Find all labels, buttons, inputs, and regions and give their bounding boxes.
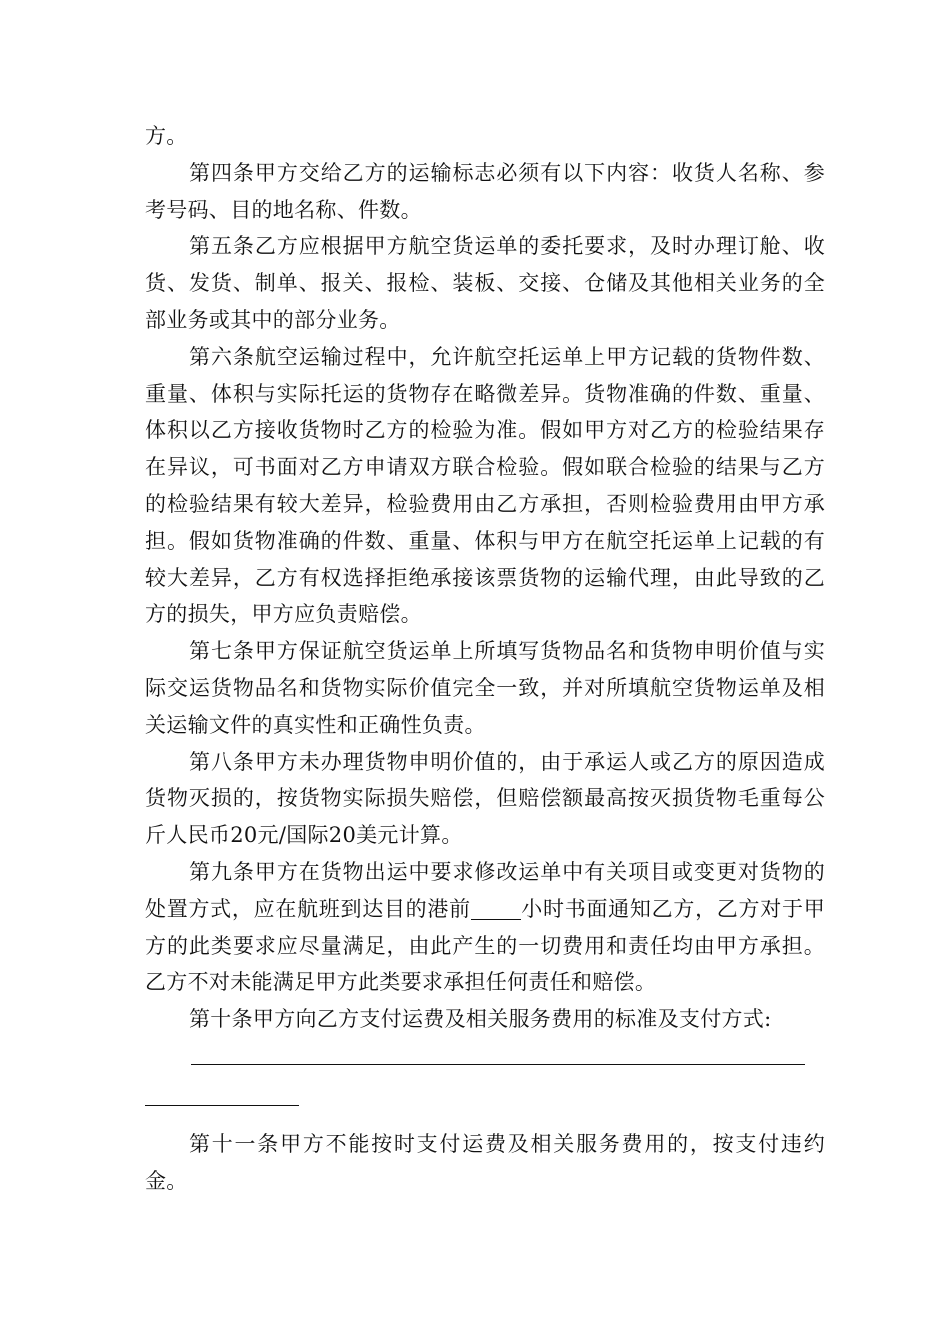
article-5: 第五条乙方应根据甲方航空货运单的委托要求，及时办理订舱、收货、发货、制单、报关、报检、装板、交接、仓储及其他相关业务的全部业务或其中的部分业务。 [145,234,825,332]
article-8: 第八条甲方未办理货物申明价值的，由于承运人或乙方的原因造成货物灭损的，按货物实际损失赔偿，但赔偿额最高按灭损货物毛重每公斤人民币20元/国际20美元计算。 [145,749,825,848]
article-4: 第四条甲方交给乙方的运输标志必须有以下内容：收货人名称、参考号码、目的地名称、件数。 [145,160,825,222]
fill-in-line-2 [145,1105,299,1106]
article-10: 第十条甲方向乙方支付运费及相关服务费用的标准及支付方式: [189,1007,772,1032]
paragraph-continuation: 方。 [145,124,188,148]
hours-blank [471,899,521,920]
article-7: 第七条甲方保证航空货运单上所填写货物品名和货物申明价值与实际交运货物品名和货物实际价值完全一致，并对所填航空货物运单及相关运输文件的真实性和正确性负责。 [145,639,825,737]
document-page [145,118,825,1200]
article-11: 第十一条甲方不能按时支付运费及相关服务费用的，按支付违约金。 [145,1131,825,1193]
article-6: 第六条航空运输过程中，允许航空托运单上甲方记载的货物件数、重量、体积与实际托运的货物存在略微差异。货物准确的件数、重量、体积以乙方接收货物时乙方的检验为准。假如甲方对乙方的检验结果存在异议，可书面对乙方申请双方联合检验。假如联合检验的结果与乙方的检验结果有较大差异，检验费用由乙方承担，否则检验费用由甲方承担。假如货物准确的件数、重量、体积与甲方在航空托运单上记载的有较大差异，乙方有权选择拒绝承接该票货物的运输代理，由此导致的乙方的损失，甲方应负责赔偿。 [145,344,825,627]
fill-in-line-1 [191,1064,805,1065]
article-9-before: 第九条甲方在货物出运中要求修改运单中有关项目或变更对货物的处置方式，应在航班到达目的港前 [145,859,825,921]
article-9-after: 小时书面通知乙方，乙方对于甲方的此类要求应尽量满足，由此产生的一切费用和责任均由甲方承担。乙方不对未能满足甲方此类要求承担任何责任和赔偿。 [145,896,825,995]
article-9 [145,854,825,1001]
